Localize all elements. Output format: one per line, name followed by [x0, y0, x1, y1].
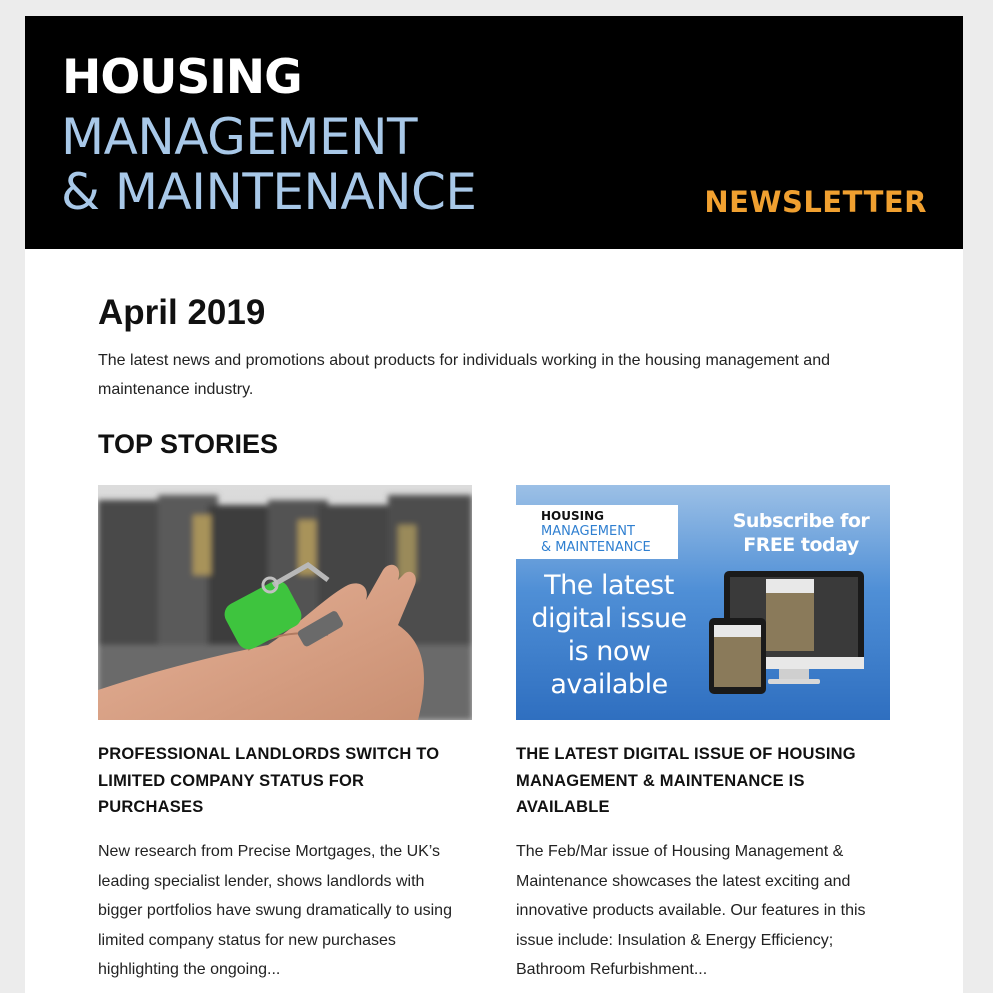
top-stories-heading: TOP STORIES [98, 429, 279, 459]
promo-headline-line: available [550, 669, 668, 700]
promo-headline-line: is now [567, 636, 651, 667]
devices-illustration [516, 485, 890, 720]
story-image-keys[interactable] [98, 485, 472, 720]
brand-title-line2: MANAGEMENT [61, 108, 418, 166]
promo-logo-line2: MANAGEMENT [541, 524, 635, 539]
newsletter-header [25, 16, 963, 249]
issue-intro: The latest news and promotions about products for individuals working in the housing management and maintenance industry. [98, 352, 830, 398]
brand-title-line1: HOUSING [62, 50, 302, 105]
newsletter-card [25, 16, 963, 993]
story-excerpt: New research from Precise Mortgages, the UK’s leading specialist lender, shows landlords with bigger portfolios have swung dramatically to using limited company status for new purchases highlighting the ongoing... [98, 843, 452, 978]
promo-headline-line: digital issue [531, 603, 687, 634]
promo-headline-line: The latest [544, 570, 674, 601]
story-title[interactable]: THE LATEST DIGITAL ISSUE OF HOUSING MANAGEMENT & MAINTENANCE IS AVAILABLE [516, 745, 856, 816]
story-card [516, 485, 890, 978]
brand-title-line3: & MAINTENANCE [61, 163, 477, 221]
promo-logo-line3: & MAINTENANCE [541, 540, 651, 555]
newsletter-badge: NEWSLETTER [704, 185, 927, 219]
story-card [98, 485, 472, 978]
promo-cta-line: FREE today [743, 534, 859, 556]
story-image-digital-issue[interactable] [516, 485, 890, 720]
promo-logo-line1: HOUSING [541, 509, 604, 523]
story-title[interactable]: PROFESSIONAL LANDLORDS SWITCH TO LIMITED COMPANY STATUS FOR PURCHASES [98, 745, 440, 816]
story-excerpt: The Feb/Mar issue of Housing Management & Maintenance showcases the latest exciting and innovative products available. Our features in this issue include: Insulation & Energy Efficiency; Bathroom Refurbishment... [516, 843, 866, 978]
issue-title: April 2019 [98, 293, 266, 332]
promo-cta-line: Subscribe for [732, 510, 870, 532]
hand-holding-keys-photo [98, 485, 472, 720]
